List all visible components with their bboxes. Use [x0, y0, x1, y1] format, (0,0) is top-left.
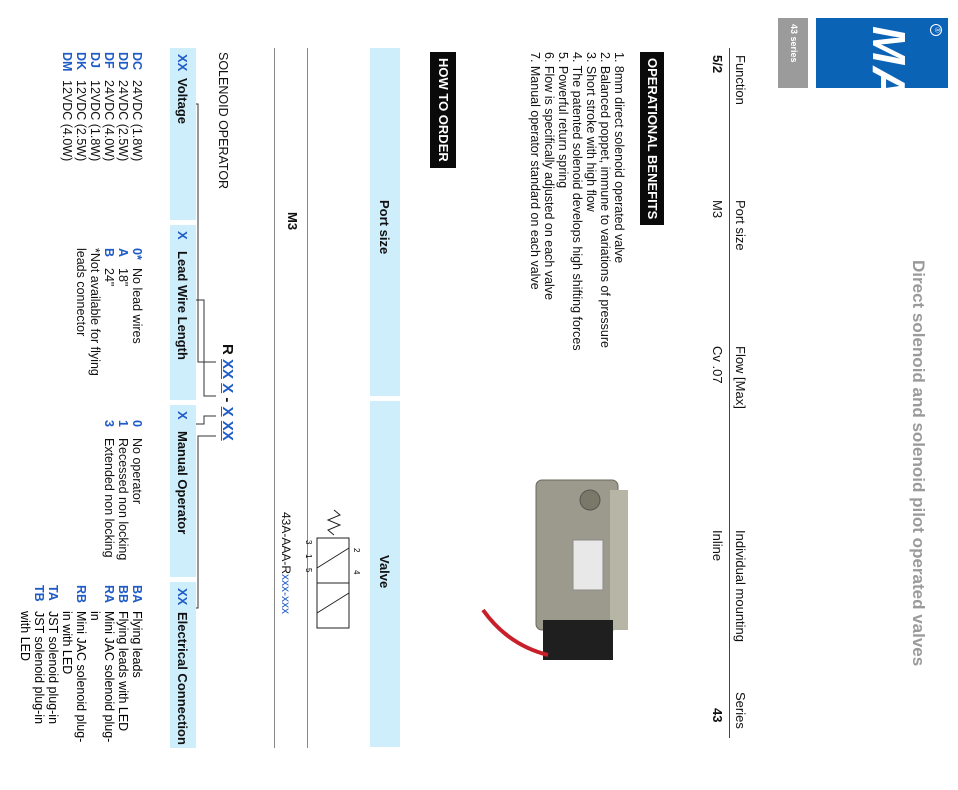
manual-row: 1Recessed non locking — [116, 420, 130, 561]
manual-code: X — [175, 411, 190, 420]
voltage-row: DD24VDC (2.5W) — [116, 52, 130, 162]
code-electrical: XX — [219, 420, 236, 441]
valve-code — [279, 512, 293, 614]
lead-note: *Not available for flying leads connector — [74, 248, 102, 376]
manual-title: Manual Operator — [175, 431, 190, 535]
code-r: R — [219, 344, 236, 355]
valve-symbol — [294, 508, 364, 638]
electrical-list — [18, 585, 144, 745]
valve-body-top — [610, 490, 628, 630]
lead-list — [74, 248, 144, 398]
benefit-item: 2. Balanced poppet, immune to variations of pressure — [598, 52, 612, 349]
electrical-row: RB Mini JAC solenoid plug-in with LED — [60, 585, 88, 743]
voltage-code: XX — [175, 54, 190, 72]
valve-code-prefix: 43A-AAA-R — [279, 512, 293, 575]
manual-row: 0No operator — [130, 420, 144, 505]
spec-value-series: 43 — [710, 708, 725, 723]
voltage-row: DF24VDC (4.0W) — [102, 52, 116, 162]
benefit-item: 6. Flow is specifically adjusted on each valve — [542, 52, 556, 301]
benefit-item: 3. Short stroke with high flow — [584, 52, 598, 212]
valve-label: Valve — [377, 555, 392, 589]
spec-divider — [729, 48, 730, 738]
lead-title: Lead Wire Length — [175, 251, 190, 360]
valve-box-right — [317, 583, 349, 628]
electrical-title: Electrical Connection — [175, 612, 190, 745]
spec-value-flow: Cv .07 — [710, 346, 725, 384]
electrical-row: BA Flying leads — [130, 585, 144, 678]
order-divider-top — [307, 48, 308, 748]
order-divider-bottom — [274, 48, 275, 748]
valve-label-sticker — [573, 540, 603, 590]
spring-icon — [328, 510, 340, 535]
electrical-row: BB Flying leads with LED — [116, 585, 130, 732]
valve-code-suffix: xxx-xxx — [279, 574, 293, 615]
valve-box-left — [317, 538, 349, 583]
code-lead: X — [219, 383, 236, 394]
benefits-title: OPERATIONAL BENEFITS — [640, 52, 664, 225]
electrical-row: RA Mini JAC solenoid plug-in — [88, 585, 116, 743]
mac-logo — [816, 18, 948, 137]
spec-header-series: Series — [733, 692, 748, 729]
spec-value-port-size: M3 — [710, 200, 725, 219]
voltage-title: Voltage — [175, 78, 190, 124]
series-tab — [778, 18, 808, 88]
how-to-order-title: HOW TO ORDER — [430, 52, 456, 168]
benefit-item: 7. Manual operator standard on each valve — [528, 52, 542, 290]
port-circle — [580, 490, 600, 510]
voltage-row: DC24VDC (1.8W) — [130, 52, 144, 162]
electrical-header — [170, 582, 196, 748]
benefit-item: 4. The patented solenoid develops high shifting forces — [570, 52, 584, 351]
lead-header — [170, 225, 196, 400]
spec-value-function: 5/2 — [710, 55, 725, 74]
page-title: Direct solenoid and solenoid pilot operated valves — [909, 260, 928, 667]
benefits-list — [528, 52, 626, 352]
code-dash: - — [219, 397, 236, 403]
voltage-row: DK12VDC (2.5W) — [74, 52, 88, 162]
port-label: 1 — [304, 554, 313, 559]
registered-icon: ® — [930, 24, 942, 36]
spec-header-port-size: Port size — [733, 200, 748, 251]
series-tab-label: 43 series — [789, 24, 799, 63]
manual-list — [102, 420, 144, 560]
electrical-code: XX — [175, 588, 190, 606]
spec-header-mounting: Individual mounting — [733, 530, 748, 643]
manual-row: 3Extended non locking — [102, 420, 116, 558]
port-size-header — [370, 48, 400, 396]
valve-header — [370, 401, 400, 747]
lead-row: B24" — [102, 248, 116, 287]
voltage-row: DJ12VDC (1.8W) — [88, 52, 102, 162]
port-label: 3 — [304, 540, 313, 545]
flow-arrow — [317, 548, 349, 568]
benefit-item: 1. 8mm direct solenoid operated valve — [612, 52, 626, 264]
electrical-row: TB JST solenoid plug-in with LED — [18, 585, 46, 725]
code-manual: X — [219, 406, 236, 417]
port-label: 4 — [352, 570, 361, 575]
lead-code: X — [175, 231, 190, 240]
mac-logo-text: MAC — [863, 26, 915, 137]
spec-header-function: Function — [733, 55, 748, 105]
lead-row: 0*No lead wires — [130, 248, 144, 344]
port-size-label: Port size — [377, 200, 392, 255]
port-label: 5 — [304, 568, 313, 573]
port-size-value: M3 — [285, 212, 300, 231]
benefit-item: 5. Powerful return spring — [556, 52, 570, 189]
code-voltage: XX — [219, 359, 236, 380]
lead-row: A18" — [116, 248, 130, 287]
valve-photo — [468, 470, 698, 670]
manual-header — [170, 405, 196, 577]
spec-header-flow: Flow [Max] — [733, 346, 748, 409]
electrical-row: TA JST solenoid plug-in — [46, 585, 60, 725]
order-code — [219, 344, 236, 441]
voltage-list — [60, 52, 144, 161]
voltage-header — [170, 48, 196, 220]
voltage-row: DM12VDC (4.0W) — [60, 52, 74, 162]
spec-value-mounting: Inline — [710, 530, 725, 562]
solenoid-operator-title: SOLENOID OPERATOR — [216, 52, 230, 190]
port-label: 2 — [352, 548, 361, 553]
solenoid-cap — [543, 620, 613, 660]
flow-arrow — [317, 593, 349, 613]
